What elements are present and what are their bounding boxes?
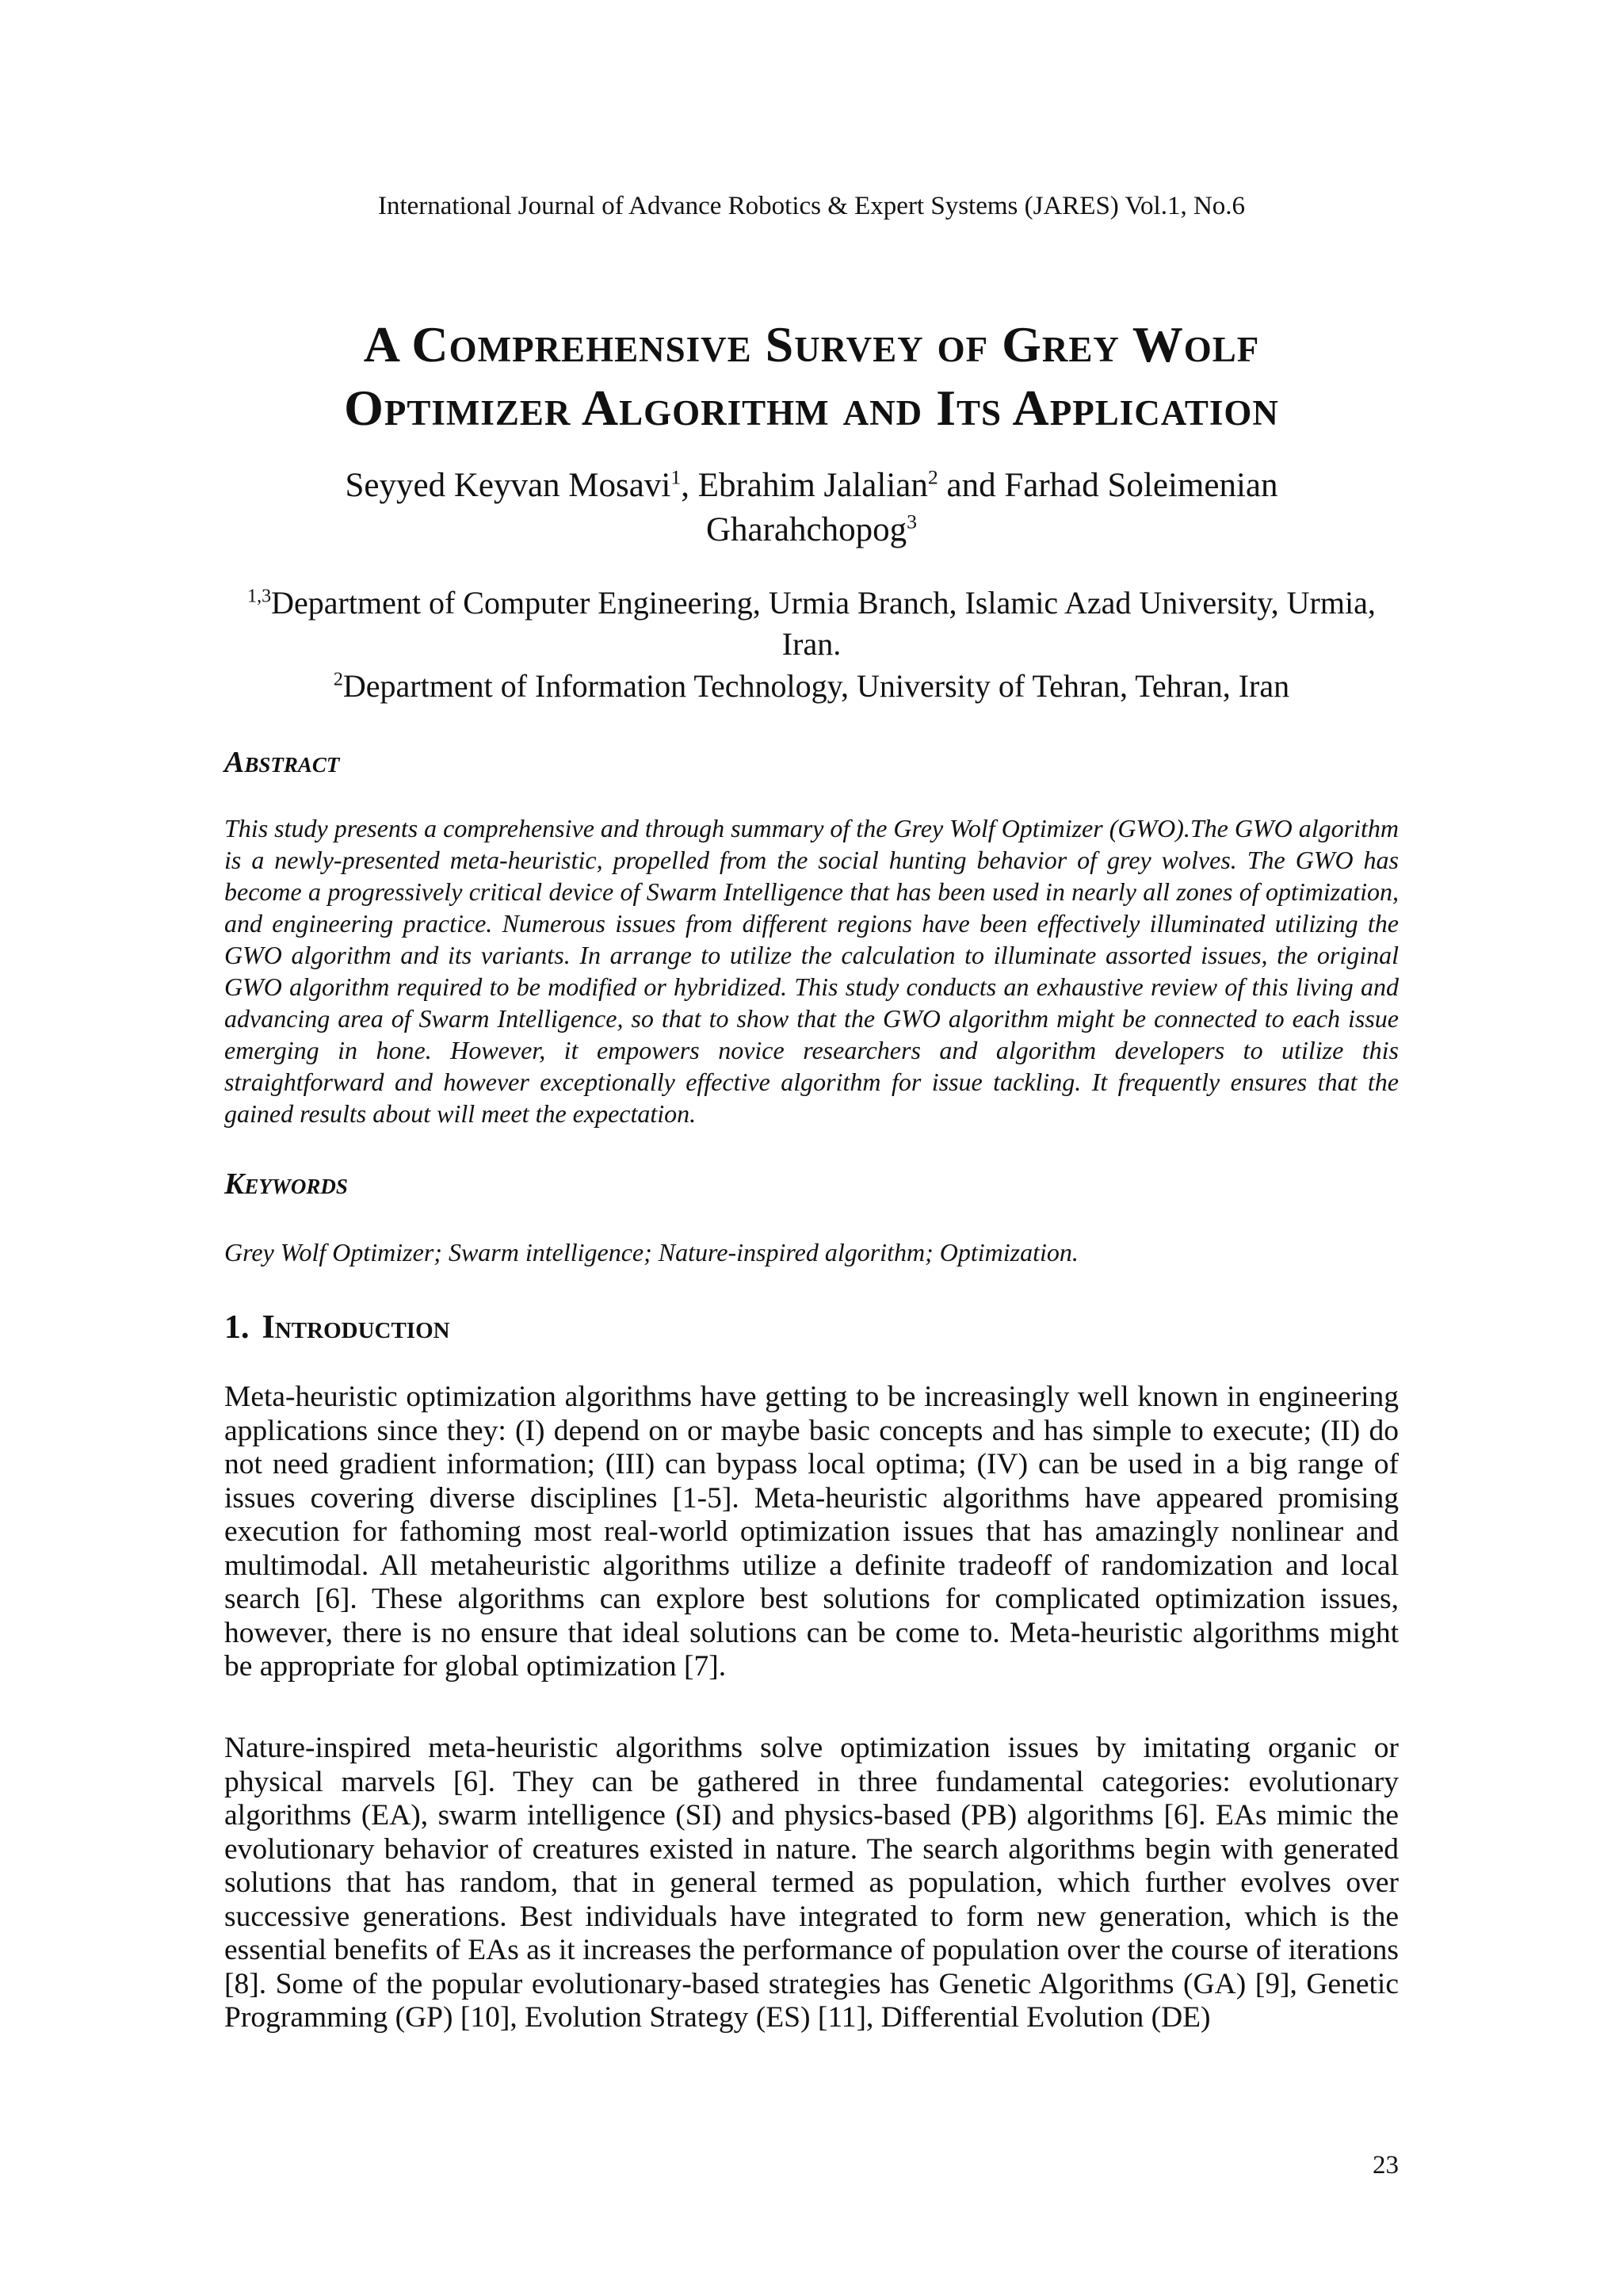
paper-title <box>158 313 1465 440</box>
page-number: 23 <box>1373 2151 1399 2179</box>
introduction-heading <box>224 1308 450 1347</box>
author-2: , Ebrahim Jalalian <box>681 467 928 504</box>
affiliation-2-mark: 2 <box>333 669 343 690</box>
running-head: International Journal of Advance Robotics & Expert Systems (JARES) Vol.1, No.6 <box>377 192 1246 220</box>
author-3-affil-mark: 3 <box>907 510 918 533</box>
affiliation-1-mark: 1,3 <box>247 586 272 607</box>
author-2-affil-mark: 2 <box>927 465 938 489</box>
section-number: 1. <box>224 1309 250 1346</box>
abstract-text: This study presents a comprehensive and through summary of the Grey Wolf Optimizer (GWO).The GWO algorithm is a newly-presented meta-heuristic, propelled from the social hunting behavior of grey wolves. The GWO has become a progressively critical device of Swarm Intelligence that has been used in nearly all zones of optimization, and engineering practice. Numerous issues from different regions have been effectively illuminated utilizing the GWO algorithm and its variants. In arrange to utilize the calculation to illuminate assorted issues, the original GWO algorithm required to be modified or hybridized. This study conducts an exhaustive review of this living and advancing area of Swarm Intelligence, so that to show that the GWO algorithm might be connected to each issue emerging in hone. However, it empowers novice researchers and algorithm developers to utilize this straightforward and however exceptionally effective algorithm for issue tackling. It frequently ensures that the gained results about will meet the expectation. <box>224 814 1399 1128</box>
author-1: Seyyed Keyvan Mosavi <box>345 467 671 504</box>
affiliation-2-text: Department of Information Technology, University of Tehran, Tehran, Iran <box>342 668 1290 704</box>
intro-paragraph-1: Meta-heuristic optimization algorithms have getting to be increasingly well known in engineering applications since they: (I) depend on or maybe basic concepts and has simple to execute; (II) do not need gradient information; (III) can bypass local optima; (IV) can be used in a big range of issues covering diverse disciplines [1-5]. Meta-heuristic algorithms have appeared promising execution for fathoming most real-world optimization issues that has amazingly nonlinear and multimodal. All metaheuristic algorithms utilize a definite tradeoff of randomization and local search [6]. These algorithms can explore best solutions for complicated optimization issues, however, there is no ensure that ideal solutions can be come to. Meta-heuristic algorithms might be appropriate for global optimization [7]. <box>224 1381 1399 1683</box>
title-line-2: Optimizer Algorithm and Its Application <box>344 380 1279 436</box>
affiliation-2 <box>222 666 1401 707</box>
title-line-1: A Comprehensive Survey of Grey Wolf <box>363 316 1260 372</box>
author-list <box>238 464 1385 552</box>
section-title: Introduction <box>262 1309 450 1346</box>
author-3: and Farhad Soleimenian Gharahchopog <box>705 467 1278 548</box>
author-1-affil-mark: 1 <box>670 465 682 489</box>
affiliation-1-text: Department of Computer Engineering, Urmia Branch, Islamic Azad University, Urmia, Iran. <box>271 585 1376 662</box>
intro-paragraph-2: Nature-inspired meta-heuristic algorithms solve optimization issues by imitating organic or physical marvels [6]. They can be gathered in three fundamental categories: evolutionary algorithms (EA), swarm intelligence (SI) and physics-based (PB) algorithms [6]. EAs mimic the evolutionary behavior of creatures existed in nature. The search algorithms begin with generated solutions that has random, that in general termed as population, which further evolves over successive generations. Best individuals have integrated to form new generation, which is the essential benefits of EAs as it increases the performance of population over the course of iterations [8]. Some of the popular evolutionary-based strategies has Genetic Algorithms (GA) [9], Genetic Programming (GP) [10], Evolution Strategy (ES) [11], Differential Evolution (DE) <box>224 1732 1399 2034</box>
affiliation-1 <box>222 583 1401 665</box>
abstract-heading: Abstract <box>224 746 340 779</box>
keywords-text: Grey Wolf Optimizer; Swarm intelligence; Nature-inspired algorithm; Optimization. <box>224 1238 1079 1266</box>
keywords-heading: Keywords <box>224 1167 348 1201</box>
